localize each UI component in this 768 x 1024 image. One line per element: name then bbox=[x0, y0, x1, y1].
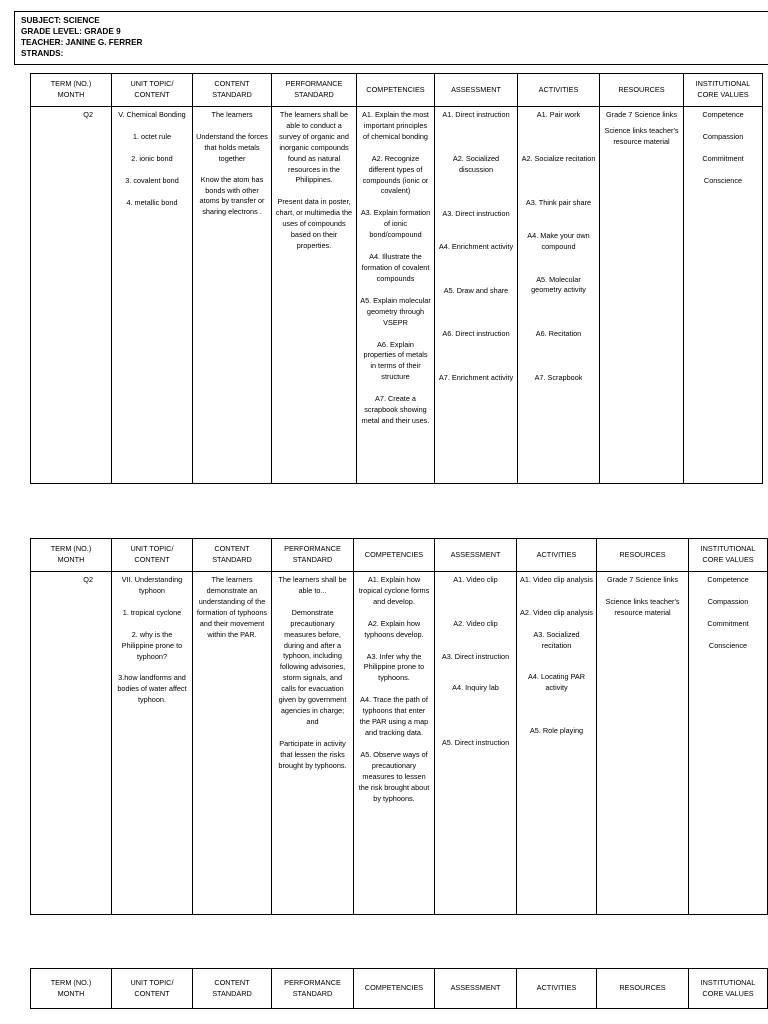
term-cell: Q2 bbox=[31, 107, 112, 484]
content-standard-cell: The learners demonstrate an understanding of the formation of typhoons and their movement within the PAR. bbox=[193, 572, 272, 915]
header-row bbox=[31, 969, 768, 1009]
activities-cell: A1. Video clip analysis A2. Video clip analysis A3. Socialized recitation A4. Locating PAR activity A5. Role playing bbox=[517, 572, 597, 915]
col-assessment: ASSESSMENT bbox=[435, 539, 517, 572]
curriculum-table-3 bbox=[30, 968, 768, 1009]
subject-label: SUBJECT: SCIENCE bbox=[21, 16, 100, 25]
table-row bbox=[31, 572, 768, 915]
assessment-cell: A1. Video clip A2. Video clip A3. Direct instruction A4. Inquiry lab A5. Direct instruction bbox=[435, 572, 517, 915]
performance-standard-cell: The learners shall be able to... Demonstrate precautionary measures before, during and after a typhoon, including following advisories, storm signals, and calls for evacuation given by government agencies in charge; and Participate in activity that lessen the risks brought by typhoons. bbox=[272, 572, 354, 915]
unit-cell: V. Chemical Bonding 1. octet rule 2. ionic bond 3. covalent bond 4. metallic bond bbox=[112, 107, 193, 484]
resources-cell: Grade 7 Science links Science links teacher's resource material bbox=[600, 107, 684, 484]
col-unit: UNIT TOPIC/ CONTENT bbox=[112, 969, 193, 1009]
col-competencies: COMPETENCIES bbox=[354, 969, 435, 1009]
col-activities: ACTIVITIES bbox=[517, 969, 597, 1009]
table-row bbox=[31, 107, 763, 484]
col-assessment: ASSESSMENT bbox=[435, 969, 517, 1009]
competencies-cell: A1. Explain how tropical cyclone forms and develop. A2. Explain how typhoons develop. A3. Infer why the Philippine prone to typhoons. A4. Trace the path of typhoons that enter the PAR using a map and tracking data. A5. Observe ways of precautionary measures to lessen the risk brought about by typhoons. bbox=[354, 572, 435, 915]
col-unit: UNIT TOPIC/ CONTENT bbox=[112, 74, 193, 107]
strands-label: STRANDS: bbox=[21, 49, 64, 58]
col-values: INSTITUTIONAL CORE VALUES bbox=[689, 969, 768, 1009]
col-term: TERM (NO.) MONTH bbox=[31, 74, 112, 107]
performance-standard-cell: The learners shall be able to conduct a survey of organic and inorganic compounds found as natural resources in the Philippines. Present data in poster, chart, or multimedia the uses of compounds based on their properties. bbox=[272, 107, 357, 484]
content-standard-cell: The learners Understand the forces that holds metals together Know the atom has bonds with other atoms by transfer or sharing electrons . bbox=[193, 107, 272, 484]
col-resources: RESOURCES bbox=[597, 969, 689, 1009]
assessment-cell: A1. Direct instruction A2. Socialized discussion A3. Direct instruction A4. Enrichment activity A5. Draw and share A6. Direct instruction A7. Enrichment activity bbox=[435, 107, 518, 484]
col-performance-standard: PERFORMANCE STANDARD bbox=[272, 969, 354, 1009]
core-values-cell: Competence Compassion Commitment Conscience bbox=[689, 572, 768, 915]
col-assessment: ASSESSMENT bbox=[435, 74, 518, 107]
col-activities: ACTIVITIES bbox=[517, 539, 597, 572]
col-performance-standard: PERFORMANCE STANDARD bbox=[272, 74, 357, 107]
unit-cell: VII. Understanding typhoon 1. tropical cyclone 2. why is the Philippine prone to typhoon? 3.how landforms and bodies of water affect typhoon. bbox=[112, 572, 193, 915]
teacher-label: TEACHER: JANINE G. FERRER bbox=[21, 38, 143, 47]
competencies-cell: A1. Explain the most important principles of chemical bonding A2. Recognize different types of compounds (ionic or covalent) A3. Explain formation of ionic bond/compound A4. Illustrate the formation of covalent compounds A5. Explain molecular geometry through VSEPR A6. Explain properties of metals in terms of their structure A7. Create a scrapbook showing metal and their uses. bbox=[357, 107, 435, 484]
col-values: INSTITUTIONAL CORE VALUES bbox=[684, 74, 763, 107]
resources-cell: Grade 7 Science links Science links teacher's resource material bbox=[597, 572, 689, 915]
col-activities: ACTIVITIES bbox=[518, 74, 600, 107]
col-content-standard: CONTENT STANDARD bbox=[193, 74, 272, 107]
header-row bbox=[31, 539, 768, 572]
term-cell: Q2 bbox=[31, 572, 112, 915]
col-term: TERM (NO.) MONTH bbox=[31, 969, 112, 1009]
col-values: INSTITUTIONAL CORE VALUES bbox=[689, 539, 768, 572]
col-competencies: COMPETENCIES bbox=[357, 74, 435, 107]
activities-cell: A1. Pair work A2. Socialize recitation A3. Think pair share A4. Make your own compound A5. Molecular geometry activity A6. Recitation A7. Scrapbook bbox=[518, 107, 600, 484]
core-values-cell: Competence Compassion Commitment Conscience bbox=[684, 107, 763, 484]
col-competencies: COMPETENCIES bbox=[354, 539, 435, 572]
document-header bbox=[14, 11, 768, 65]
curriculum-table-2 bbox=[30, 538, 768, 915]
grade-level-label: GRADE LEVEL: GRADE 9 bbox=[21, 27, 121, 36]
col-content-standard: CONTENT STANDARD bbox=[193, 969, 272, 1009]
col-resources: RESOURCES bbox=[600, 74, 684, 107]
col-unit: UNIT TOPIC/ CONTENT bbox=[112, 539, 193, 572]
col-resources: RESOURCES bbox=[597, 539, 689, 572]
header-row bbox=[31, 74, 763, 107]
curriculum-table-1 bbox=[30, 73, 763, 484]
col-content-standard: CONTENT STANDARD bbox=[193, 539, 272, 572]
col-term: TERM (NO.) MONTH bbox=[31, 539, 112, 572]
col-performance-standard: PERFORMANCE STANDARD bbox=[272, 539, 354, 572]
